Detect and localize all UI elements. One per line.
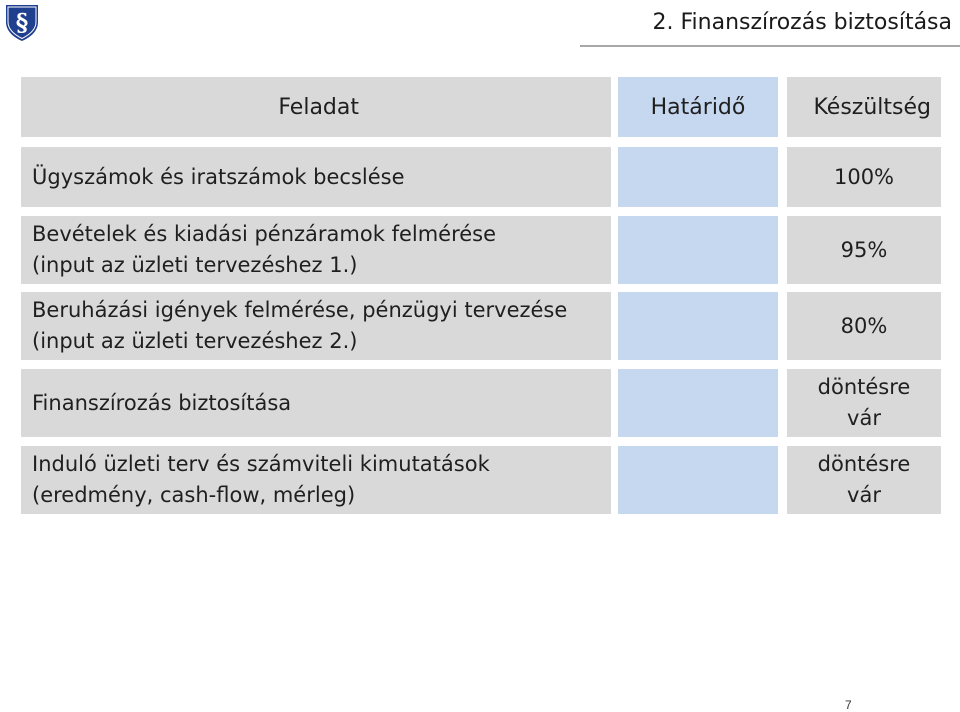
table-row-deadline: [618, 446, 778, 514]
table-row-progress: 100%: [787, 147, 941, 207]
table-row-progress: döntésre vár: [787, 369, 941, 437]
svg-text:§: §: [15, 8, 29, 37]
page-number: 7: [845, 698, 852, 712]
table-row-task: Ügyszámok és iratszámok becslése: [21, 147, 611, 207]
table-row-task: Bevételek és kiadási pénzáramok felmérése (input az üzleti tervezéshez 1.): [21, 216, 611, 284]
table-row-deadline: [618, 369, 778, 437]
table-row-task: Induló üzleti terv és számviteli kimutatások (eredmény, cash-flow, mérleg): [21, 446, 611, 514]
table-row-progress: 80%: [787, 292, 941, 360]
table-row-deadline: [618, 292, 778, 360]
table-row-progress: döntésre vár: [787, 446, 941, 514]
table-row-deadline: [618, 147, 778, 207]
paragraph-shield-icon: [3, 2, 41, 42]
header-task: Feladat: [21, 77, 611, 137]
header-deadline: Határidő: [618, 77, 778, 137]
table-row-task: Beruházási igények felmérése, pénzügyi tervezése (input az üzleti tervezéshez 2.): [21, 292, 611, 360]
table-row-deadline: [618, 216, 778, 284]
slide-title: 2. Finanszírozás biztosítása: [652, 10, 952, 35]
title-divider: [580, 45, 960, 47]
table-row-progress: 95%: [787, 216, 941, 284]
header-progress: Készültség: [787, 77, 941, 137]
table-row-task: Finanszírozás biztosítása: [21, 369, 611, 437]
